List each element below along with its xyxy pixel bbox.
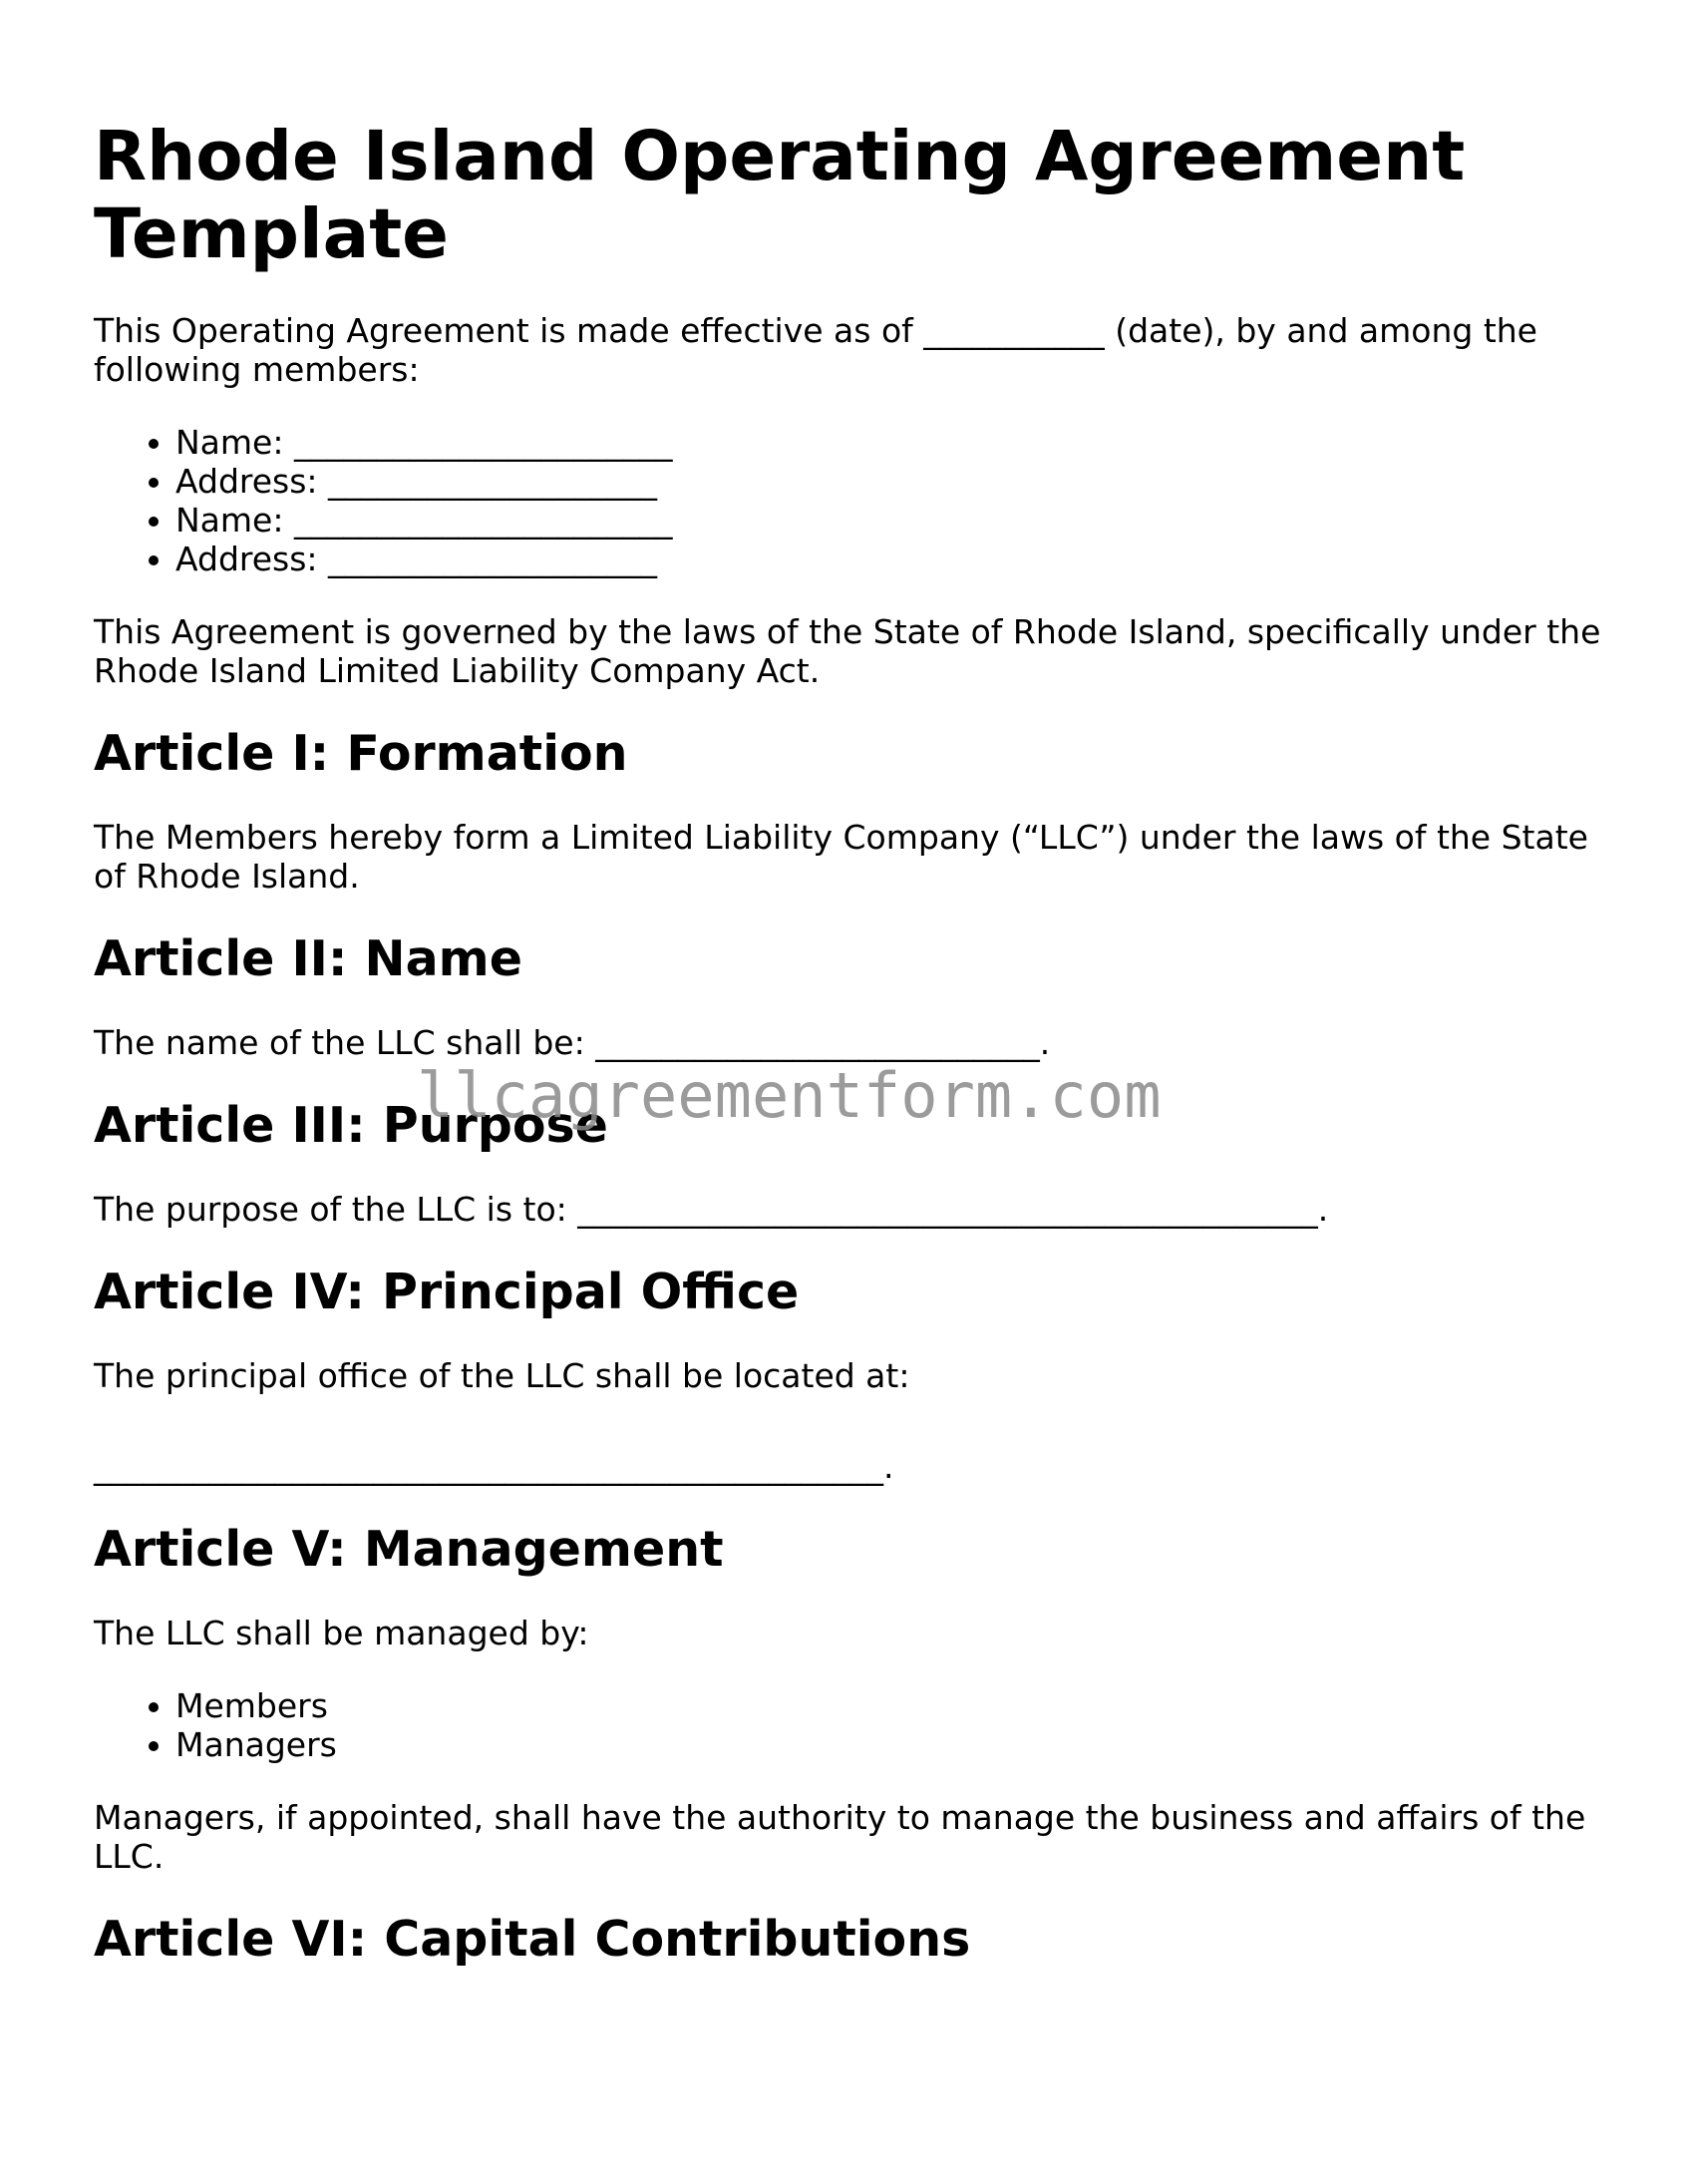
governing-law-paragraph: This Agreement is governed by the laws of the State of Rhode Island, specifically under the Rhode Island Limited Liability Company Act. — [94, 612, 1601, 690]
article-management-note: Managers, if appointed, shall have the authority to manage the business and affairs of the LLC. — [94, 1798, 1586, 1876]
document-title: Rhode Island Operating Agreement Template — [94, 117, 1466, 274]
management-option-managers: • Managers — [175, 1725, 1609, 1764]
article-office-text: The principal office of the LLC shall be located at: — [94, 1356, 910, 1395]
watermark-text: llcagreementform.com — [417, 1059, 1162, 1132]
management-options-list — [94, 1686, 1609, 1764]
intro-paragraph: This Operating Agreement is made effective as of ___________ (date), by and among the following members: — [94, 311, 1537, 389]
article-office-heading: Article IV: Principal Office — [94, 1264, 800, 1320]
member-name-field: • Name: _______________________ — [175, 423, 1609, 462]
article-name-heading: Article II: Name — [94, 930, 522, 987]
article-purpose-heading: Article III: Purpose — [94, 1097, 608, 1154]
article-management-text: The LLC shall be managed by: — [94, 1614, 589, 1652]
article-formation-heading: Article I: Formation — [94, 725, 628, 782]
member-address-field: • Address: ____________________ — [175, 462, 1609, 501]
article-office-blank: ________________________________________________. — [94, 1447, 894, 1486]
member-name-field: • Name: _______________________ — [175, 501, 1609, 540]
article-name-text: The name of the LLC shall be: ___________________________. — [94, 1023, 1051, 1062]
article-purpose-text: The purpose of the LLC is to: _____________________________________________. — [94, 1190, 1329, 1229]
members-list — [94, 423, 1609, 578]
member-address-field: • Address: ____________________ — [175, 540, 1609, 578]
management-option-members: • Members — [175, 1686, 1609, 1725]
article-formation-text: The Members hereby form a Limited Liability Company (“LLC”) under the laws of the State of Rhode Island. — [94, 818, 1588, 896]
article-capital-heading: Article VI: Capital Contributions — [94, 1911, 971, 1968]
article-management-heading: Article V: Management — [94, 1521, 724, 1578]
